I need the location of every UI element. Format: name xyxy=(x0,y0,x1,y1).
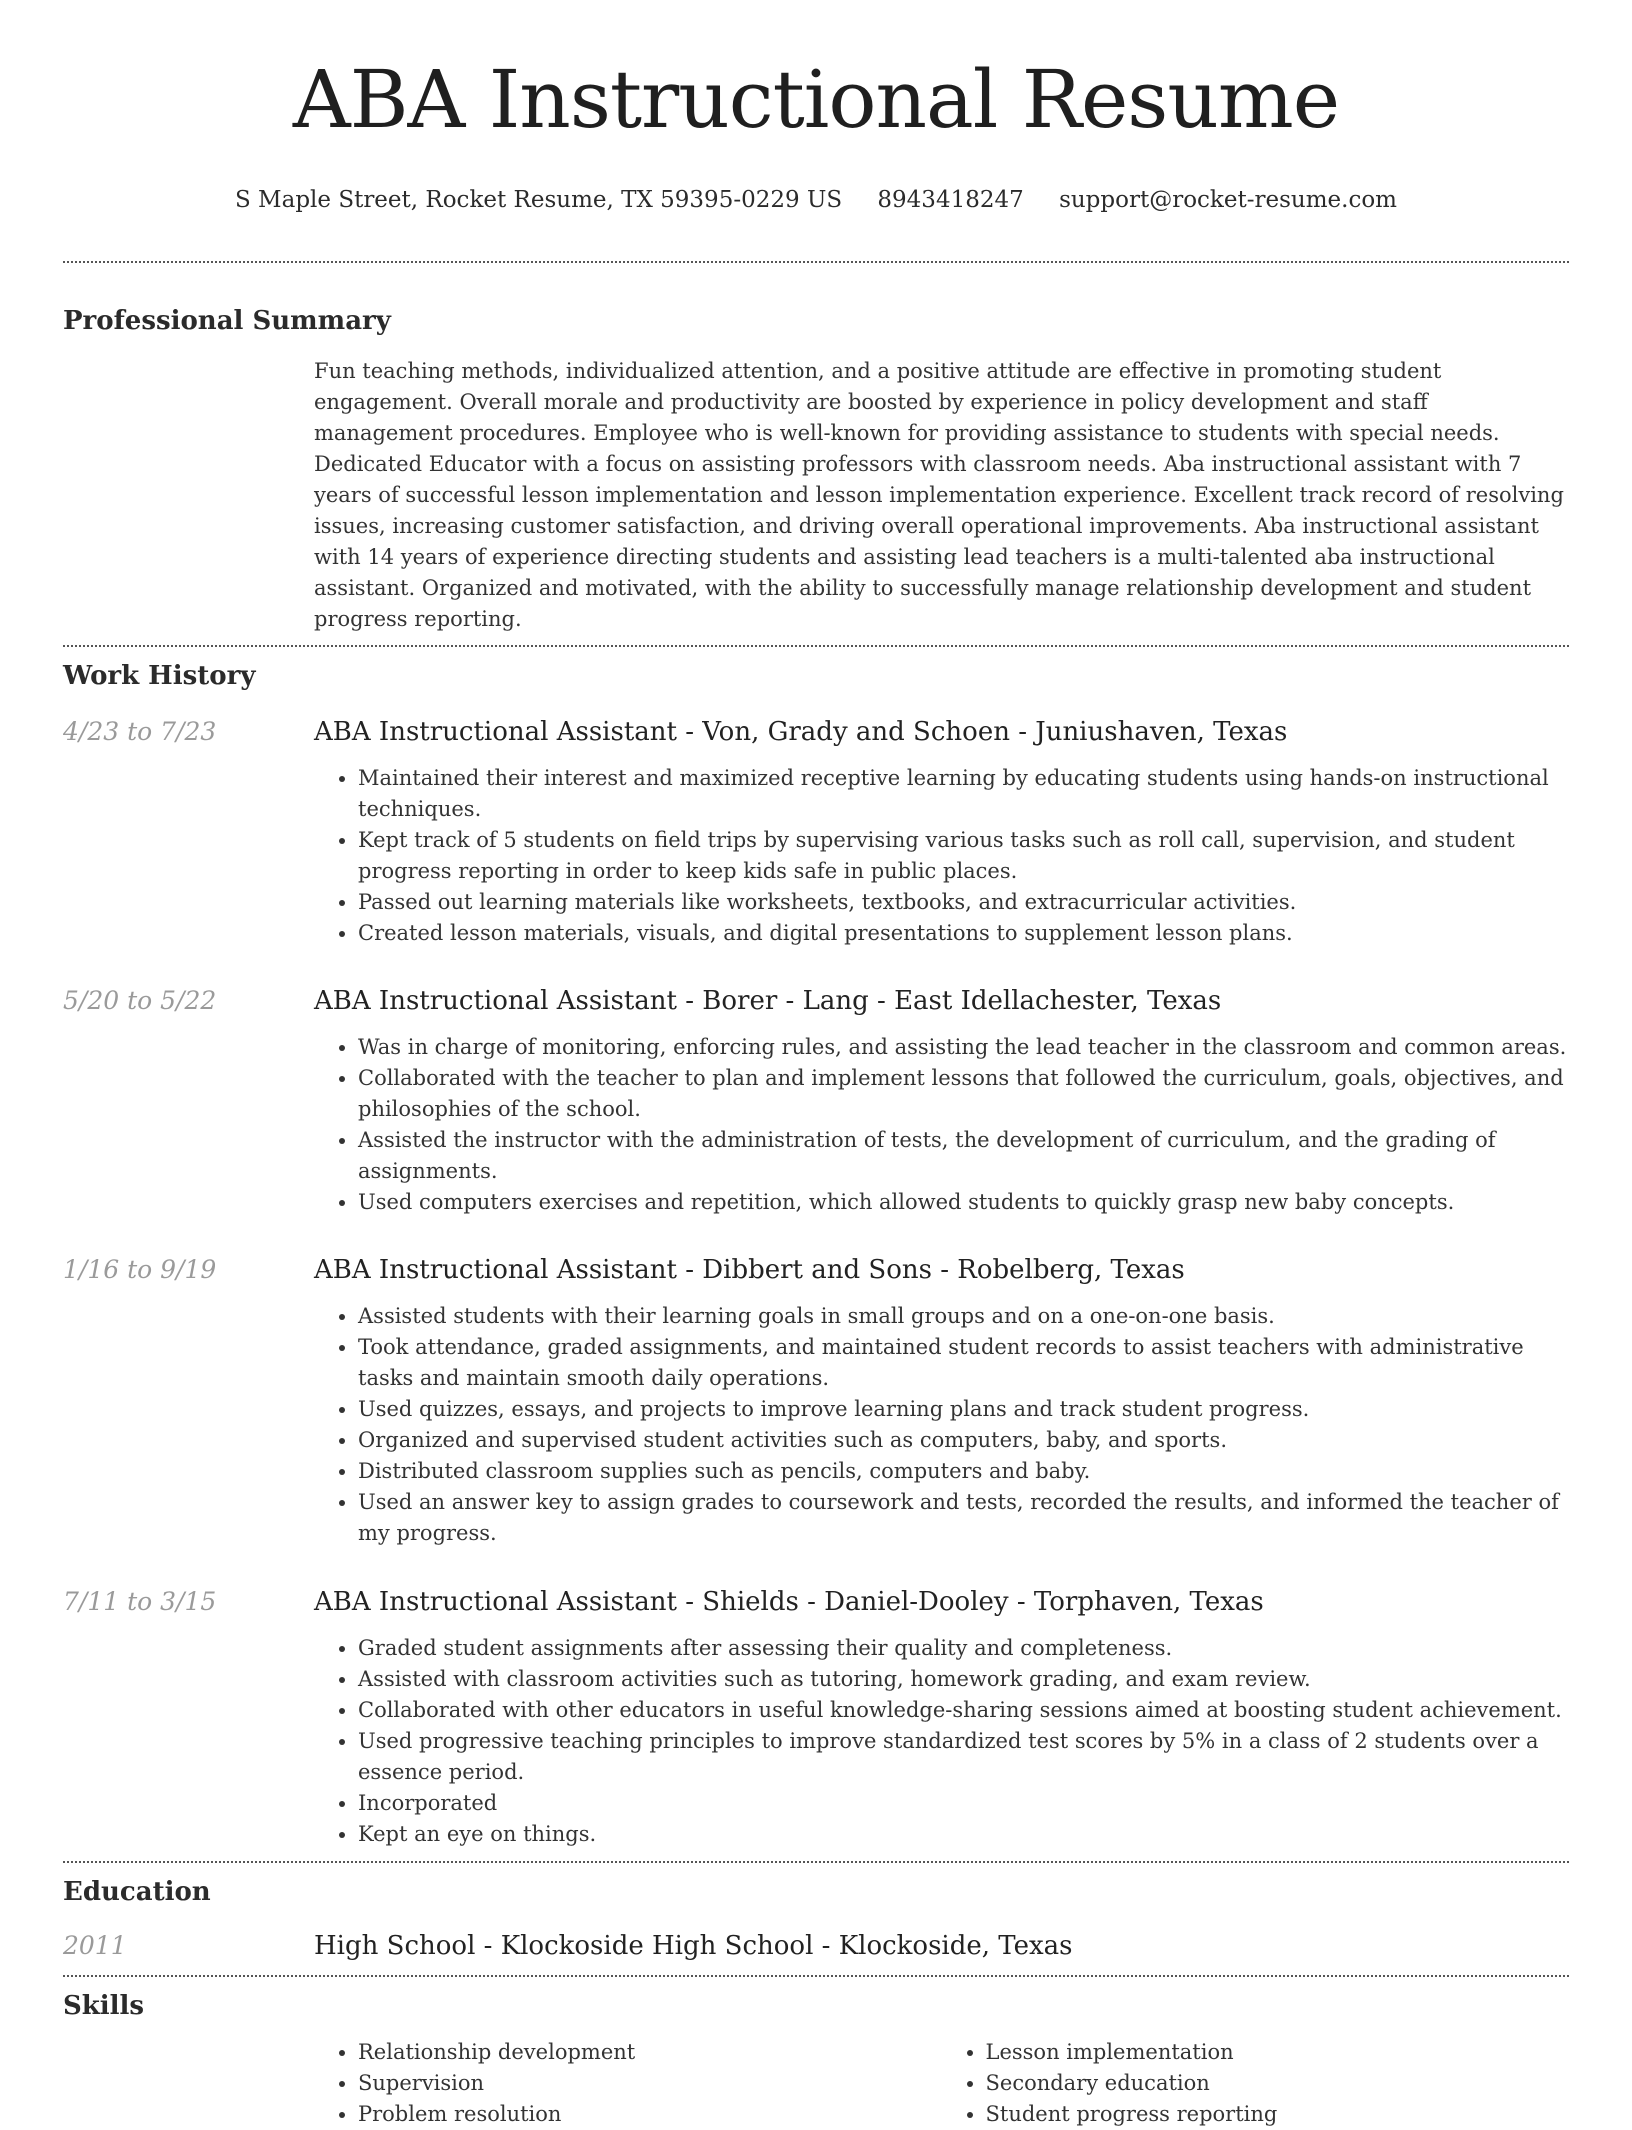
skill-item: • Relationship development xyxy=(358,2037,942,2068)
section-divider xyxy=(63,1861,1569,1863)
summary-text: Fun teaching methods, individualized attention, and a positive attitude are effective in promoting student engagement. Overall morale and productivity are boosted by experience in policy development and staff management procedures. Employee who is well-known for providing assistance to students with special needs. Dedicated Educator with a focus on assisting professors with classroom needs. Aba instructional assistant with 7 years of successful lesson implementation and lesson implementation experience. Excellent track record of resolving issues, increasing customer satisfaction, and driving overall operational improvements. Aba instructional assistant with 14 years of experience directing students and assisting lead teachers is a multi-talented aba instructional assistant. Organized and motivated, with the ability to successfully manage relationship development and student progress reporting. xyxy=(314,359,1564,631)
job-bullet: • Passed out learning materials like worksheets, textbooks, and extracurricular activities. xyxy=(358,887,1569,918)
contact-email: support@rocket-resume.com xyxy=(1059,187,1397,213)
job-bullets xyxy=(314,1301,1569,1549)
job-bullet: • Used progressive teaching principles to improve standardized test scores by 5% in a class of 2 students over a essence period. xyxy=(358,1726,1569,1788)
job-bullet: • Took attendance, graded assignments, and maintained student records to assist teachers with administrative tasks and maintain smooth daily operations. xyxy=(358,1332,1569,1394)
skills-column-left xyxy=(314,2037,942,2130)
job-entry xyxy=(63,984,1569,1218)
skill-item: • Student progress reporting xyxy=(986,2099,1570,2130)
job-bullets xyxy=(314,1633,1569,1850)
contact-phone: 8943418247 xyxy=(877,187,1024,213)
job-bullet: • Used quizzes, essays, and projects to improve learning plans and track student progress. xyxy=(358,1394,1569,1425)
education-entry xyxy=(63,1929,1569,1975)
summary-section-title: Professional Summary xyxy=(63,306,391,336)
skill-item: • Supervision xyxy=(358,2068,942,2099)
job-bullet: • Assisted the instructor with the administration of tests, the development of curriculum, and the grading of assignments. xyxy=(358,1125,1569,1187)
job-heading: ABA Instructional Assistant - Borer - Lang - East Idellachester, Texas xyxy=(314,986,1222,1016)
skills-list xyxy=(314,2037,1569,2130)
job-entry xyxy=(63,1253,1569,1549)
job-bullet: • Was in charge of monitoring, enforcing rules, and assisting the lead teacher in the classroom and common areas. xyxy=(358,1032,1569,1063)
job-date: 5/20 to 5/22 xyxy=(63,986,217,1015)
job-heading: ABA Instructional Assistant - Shields - Daniel-Dooley - Torphaven, Texas xyxy=(314,1587,1264,1617)
job-bullets xyxy=(314,1032,1569,1218)
section-divider xyxy=(63,645,1569,647)
job-bullet: • Organized and supervised student activities such as computers, baby, and sports. xyxy=(358,1425,1569,1456)
job-bullet: • Collaborated with other educators in useful knowledge-sharing sessions aimed at boosting student achievement. xyxy=(358,1695,1569,1726)
section-divider xyxy=(63,261,1569,263)
skills-column-right xyxy=(942,2037,1570,2130)
education-heading: High School - Klockoside High School - Klockoside, Texas xyxy=(314,1931,1073,1961)
skill-item: • Lesson implementation xyxy=(986,2037,1570,2068)
job-bullet: • Distributed classroom supplies such as pencils, computers and baby. xyxy=(358,1456,1569,1487)
resume-title: ABA Instructional Resume xyxy=(292,53,1340,146)
work-section-title: Work History xyxy=(63,661,256,691)
job-bullet: • Collaborated with the teacher to plan and implement lessons that followed the curriculum, goals, objectives, and philosophies of the school. xyxy=(358,1063,1569,1125)
job-bullet: • Assisted students with their learning goals in small groups and on a one-on-one basis. xyxy=(358,1301,1569,1332)
section-divider xyxy=(63,1975,1569,1977)
job-bullet: • Kept track of 5 students on field trips by supervising various tasks such as roll call, supervision, and student progress reporting in order to keep kids safe in public places. xyxy=(358,825,1569,887)
job-date: 7/11 to 3/15 xyxy=(63,1587,217,1616)
contact-address: S Maple Street, Rocket Resume, TX 59395-0229 US xyxy=(234,187,843,213)
job-heading: ABA Instructional Assistant - Von, Grady and Schoen - Juniushaven, Texas xyxy=(314,717,1288,747)
skill-item: • Secondary education xyxy=(986,2068,1570,2099)
education-section-title: Education xyxy=(63,1877,211,1907)
job-bullet: • Assisted with classroom activities such as tutoring, homework grading, and exam review. xyxy=(358,1664,1569,1695)
job-bullet: • Created lesson materials, visuals, and digital presentations to supplement lesson plans. xyxy=(358,918,1569,949)
contact-line xyxy=(63,184,1569,216)
job-bullet: • Used an answer key to assign grades to coursework and tests, recorded the results, and informed the teacher of my progress. xyxy=(358,1487,1569,1549)
skill-item: • Problem resolution xyxy=(358,2099,942,2130)
job-bullet: • Used computers exercises and repetition, which allowed students to quickly grasp new baby concepts. xyxy=(358,1187,1569,1218)
job-date: 4/23 to 7/23 xyxy=(63,717,217,746)
job-bullet: • Maintained their interest and maximized receptive learning by educating students using hands-on instructional techniques. xyxy=(358,763,1569,825)
job-date: 1/16 to 9/19 xyxy=(63,1255,217,1284)
job-bullet: • Graded student assignments after assessing their quality and completeness. xyxy=(358,1633,1569,1664)
job-bullet: • Kept an eye on things. xyxy=(358,1819,1569,1850)
education-date: 2011 xyxy=(63,1931,127,1960)
job-heading: ABA Instructional Assistant - Dibbert and Sons - Robelberg, Texas xyxy=(314,1255,1185,1285)
job-bullet: • Incorporated xyxy=(358,1788,1569,1819)
skills-section-title: Skills xyxy=(63,1991,145,2021)
job-entry xyxy=(63,715,1569,949)
job-bullets xyxy=(314,763,1569,949)
job-entry xyxy=(63,1585,1569,1850)
